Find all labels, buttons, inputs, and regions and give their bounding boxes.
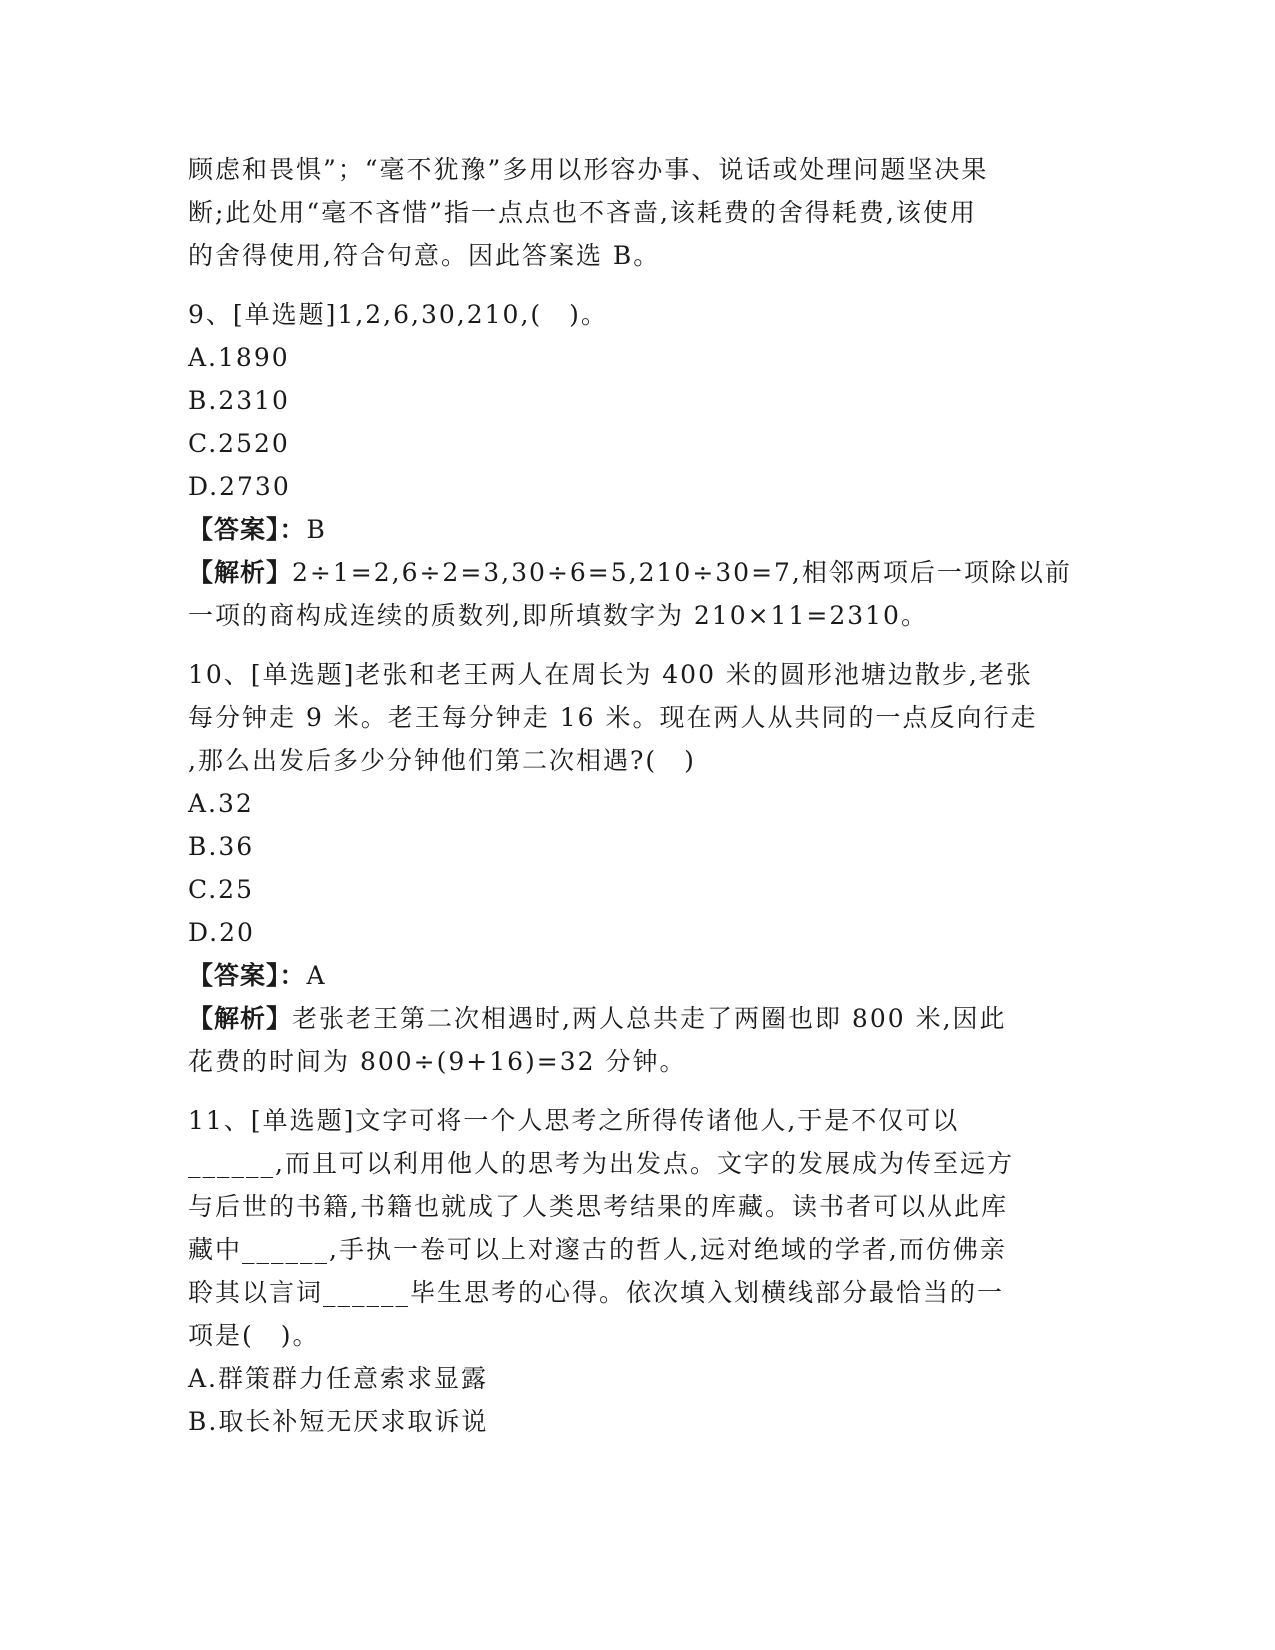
q8-explanation-tail: [188, 148, 1088, 277]
question-text: 11、[单选题]文字可将一个人思考之所得传诸他人,于是不仅可以: [188, 1106, 960, 1135]
question-text: 9、[单选题]1,2,6,30,210,( )。: [188, 300, 608, 329]
question-text: ,那么出发后多少分钟他们第二次相遇?( ): [188, 746, 696, 775]
option-b: B.2310: [188, 386, 290, 415]
analysis-line: 一项的商构成连续的质数列,即所填数字为 210×11=2310。: [188, 601, 928, 630]
question-text: 10、[单选题]老张和老王两人在周长为 400 米的圆形池塘边散步,老张: [188, 660, 1033, 689]
option-d: D.2730: [188, 472, 291, 501]
analysis-line: 花费的时间为 800÷(9+16)=32 分钟。: [188, 1047, 687, 1076]
option-b: B.36: [188, 832, 255, 861]
answer-separator: ：: [279, 961, 307, 990]
answer-value: A: [306, 961, 327, 990]
question-text: 与后世的书籍,书籍也就成了人类思考结果的库藏。读书者可以从此库: [188, 1192, 1008, 1221]
answer-value: B: [306, 515, 327, 544]
text-line: 断;此处用“毫不吝惜”指一点点也不吝啬,该耗费的舍得耗费,该使用: [188, 198, 977, 227]
answer-separator: ：: [279, 515, 307, 544]
answer-label: 【答案】: [188, 515, 280, 544]
option-a: A.32: [188, 789, 254, 818]
text-line: 顾虑和畏惧”；“毫不犹豫”多用以形容办事、说话或处理问题坚决果: [188, 155, 989, 184]
analysis-line: [188, 997, 1088, 1040]
analysis-label: 【解析】: [188, 1004, 293, 1033]
option-d: D.20: [188, 918, 255, 947]
question-10: [188, 653, 1088, 1083]
option-b: B.取长补短无厌求取诉说: [188, 1407, 489, 1436]
question-11: [188, 1099, 1088, 1443]
analysis-line: [188, 551, 1088, 594]
answer-line: [188, 954, 1088, 997]
analysis-text: 老张老王第二次相遇时,两人总共走了两圈也即 800 米,因此: [292, 1004, 1007, 1033]
analysis-label: 【解析】: [188, 558, 293, 587]
question-text: 项是( )。: [188, 1321, 320, 1350]
text-line: 的舍得使用,符合句意。因此答案选 B。: [188, 241, 661, 270]
question-text: 聆其以言词______毕生思考的心得。依次填入划横线部分最恰当的一: [188, 1278, 1005, 1307]
answer-line: [188, 508, 1088, 551]
option-c: C.2520: [188, 429, 290, 458]
option-a: A.1890: [188, 343, 290, 372]
question-9: [188, 293, 1088, 637]
option-c: C.25: [188, 875, 254, 904]
answer-label: 【答案】: [188, 961, 280, 990]
document-page: [188, 148, 1088, 1443]
question-text: 每分钟走 9 米。老王每分钟走 16 米。现在两人从共同的一点反向行走: [188, 703, 1038, 732]
question-text: ______,而且可以利用他人的思考为出发点。文字的发展成为传至远方: [188, 1149, 1014, 1178]
analysis-text: 2÷1=2,6÷2=3,30÷6=5,210÷30=7,相邻两项后一项除以前: [292, 558, 1072, 587]
option-a: A.群策群力任意索求显露: [188, 1364, 489, 1393]
question-text: 藏中______,手执一卷可以上对邃古的哲人,远对绝域的学者,而仿佛亲: [188, 1235, 1007, 1264]
